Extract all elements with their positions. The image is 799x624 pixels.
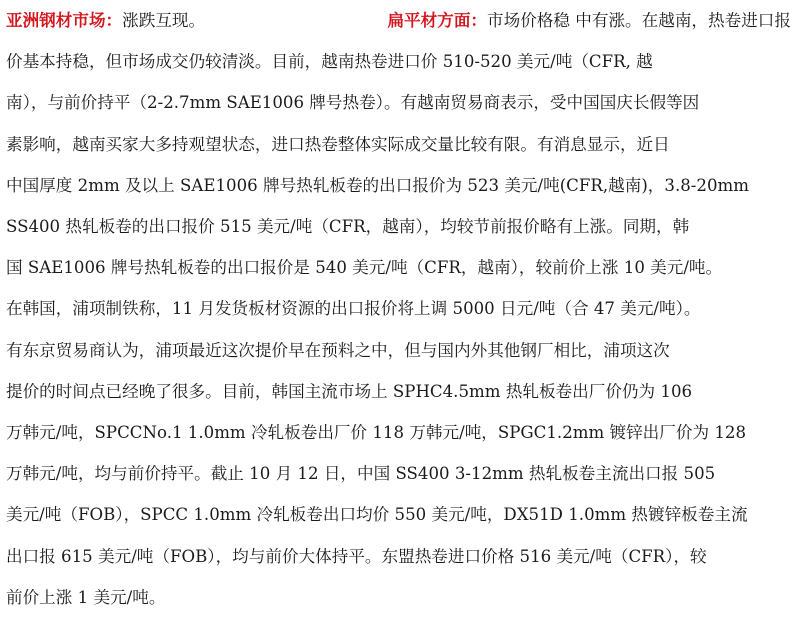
paragraph-line: 出口报 615 美元/吨（FOB），均与前价大体持平。东盟热卷进口价格 516 美元/吨（CFR），较 [6, 546, 707, 566]
paragraph-line: 前价上涨 1 美元/吨。 [6, 587, 166, 607]
paragraph-line: 万韩元/吨，SPCCNo.1 1.0mm 冷轧板卷出厂价 118 万韩元/吨，SPGC1.2mm 镀锌出厂价为 128 [6, 423, 747, 442]
paragraph-line: 万韩元/吨，均与前价持平。截止 10 月 12 日，中国 SS400 3-12mm 热轧板卷主流出口报 505 [6, 464, 716, 484]
paragraph-line: 素影响，越南买家大多持观望状态，进口热卷整体实际成交量比较有限。有消息显示，近日 [6, 134, 670, 154]
paragraph-line: 国 SAE1006 牌号热轧板卷的出口报价是 540 美元/吨（CFR，越南），较前价上涨 10 美元/吨。 [6, 258, 723, 278]
line-15 [6, 577, 791, 618]
line-11 [6, 412, 791, 453]
heading-flat-products: 扁平材方面： [387, 10, 488, 30]
paragraph-line: 美元/吨（FOB），SPCC 1.0mm 冷轧板卷出口均价 550 美元/吨，DX51D 1.0mm 热镀锌板卷主流 [6, 505, 748, 525]
paragraph-line: 南），与前价持平（2-2.7mm SAE1006 牌号热卷）。有越南贸易商表示，受中国国庆长假等因 [6, 93, 700, 113]
asia-summary: 涨跌互现。 [122, 11, 206, 30]
paragraph-line: 价基本持稳，但市场成交仍较清淡。目前，越南热卷进口价 510-520 美元/吨（CFR, 越 [6, 52, 653, 72]
line-1-right [387, 0, 791, 41]
line-2 [6, 41, 791, 82]
line-10 [6, 371, 791, 412]
paragraph-line: SS400 热轧板卷的出口报价 515 美元/吨（CFR，越南），均较节前报价略有上涨。同期，韩 [6, 217, 690, 236]
line-8 [6, 288, 791, 329]
line-4 [6, 124, 791, 165]
line-5 [6, 165, 791, 206]
line-6 [6, 206, 791, 247]
paragraph-line: 有东京贸易商认为，浦项最近这次提价早在预料之中，但与国内外其他钢厂相比，浦项这次 [6, 340, 670, 360]
heading-asia-steel-market: 亚洲钢材市场： [6, 10, 123, 30]
line-12 [6, 453, 791, 494]
line-14 [6, 536, 791, 577]
line-13 [6, 494, 791, 535]
paragraph-line: 中国厚度 2mm 及以上 SAE1006 牌号热轧板卷的出口报价为 523 美元/吨(CFR,越南)，3.8-20mm [6, 175, 749, 195]
line-7 [6, 247, 791, 288]
flat-summary: 市场价格稳 中有涨。在越南，热卷进口报 [487, 11, 791, 30]
paragraph-line: 在韩国，浦项制铁称，11 月发货板材资源的出口报价将上调 5000 日元/吨（合 47 美元/吨）。 [6, 299, 701, 319]
line-9 [6, 330, 791, 371]
line-3 [6, 82, 791, 123]
line-1-left [6, 0, 205, 41]
paragraph-line: 提价的时间点已经晚了很多。目前，韩国主流市场上 SPHC4.5mm 热轧板卷出厂价仍为 106 [6, 381, 693, 401]
line-1 [6, 0, 791, 41]
